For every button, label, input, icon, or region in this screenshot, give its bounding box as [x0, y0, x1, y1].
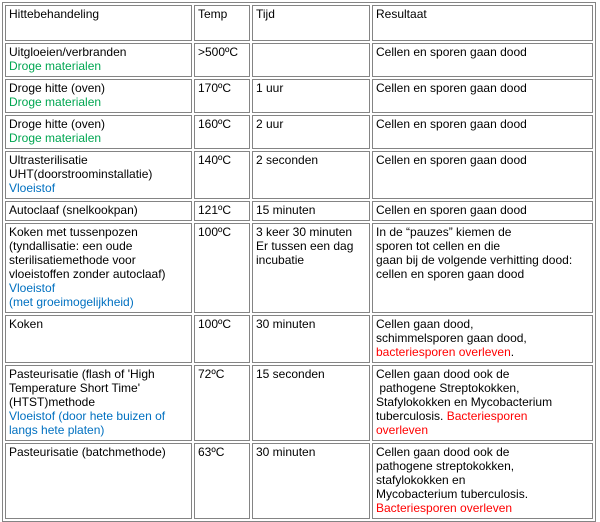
cell-text: 140ºC — [198, 153, 232, 167]
cell-text: Pasteurisatie (batchmethode) — [9, 445, 166, 459]
cell-text: Cellen en sporen gaan dood — [376, 45, 527, 59]
table-cell — [372, 115, 593, 149]
table-cell — [252, 43, 370, 77]
table-cell — [252, 365, 370, 441]
cell-text: Cellen gaan dood ook de — [376, 367, 510, 381]
cell-text: 63ºC — [198, 445, 225, 459]
table-cell — [194, 115, 250, 149]
cell-text: sterilisatiemethode voor — [9, 253, 136, 267]
table-cell — [5, 201, 192, 221]
table-cell — [372, 79, 593, 113]
cell-text: tuberculosis. — [376, 409, 447, 423]
cell-text: 170ºC — [198, 81, 232, 95]
column-header-temp: Temp — [194, 5, 250, 41]
table-cell — [5, 223, 192, 313]
cell-text: Cellen en sporen gaan dood — [376, 117, 527, 131]
cell-text: pathogene streptokokken, — [376, 459, 515, 473]
cell-text: stafylokokken en — [376, 473, 466, 487]
cell-text: Vloeistof — [9, 281, 56, 295]
cell-text: langs hete platen) — [9, 423, 105, 437]
cell-text: Droge materialen — [9, 59, 102, 73]
table-row-uitgloeien-verbranden — [5, 43, 593, 77]
cell-text: (tyndallisatie: een oude — [9, 239, 133, 253]
cell-text: pathogene Streptokokken, — [376, 381, 520, 395]
table-cell — [5, 151, 192, 199]
cell-text: Vloeistof — [9, 181, 56, 195]
cell-text: Bacteriesporen — [446, 409, 528, 423]
cell-text: In de “pauzes” kiemen de — [376, 225, 512, 239]
table-cell — [194, 151, 250, 199]
cell-text: 121ºC — [198, 203, 232, 217]
cell-text: incubatie — [256, 253, 305, 267]
cell-text: 1 uur — [256, 81, 284, 95]
cell-text: 100ºC — [198, 317, 232, 331]
table-row-koken — [5, 315, 593, 363]
cell-text: gaan bij de volgende verhitting dood: — [376, 253, 573, 267]
table-cell — [252, 115, 370, 149]
column-header-hittebehandeling: Hittebehandeling — [5, 5, 192, 41]
cell-text: Vloeistof (door hete buizen of — [9, 409, 166, 423]
table-cell — [5, 315, 192, 363]
cell-text: (HTST)methode — [9, 395, 96, 409]
table-cell — [372, 315, 593, 363]
cell-text: Cellen gaan dood ook de — [376, 445, 510, 459]
table-cell — [372, 151, 593, 199]
cell-text: 72ºC — [198, 367, 225, 381]
cell-text: 15 seconden — [256, 367, 325, 381]
cell-text: overleven — [376, 423, 429, 437]
cell-text: Er tussen een dag — [256, 239, 354, 253]
table-cell — [372, 365, 593, 441]
cell-text: (met groeimogelijkheid) — [9, 295, 134, 309]
table-cell — [194, 79, 250, 113]
cell-text: 2 uur — [256, 117, 284, 131]
cell-text: 30 minuten — [256, 317, 316, 331]
table-cell — [194, 201, 250, 221]
cell-text: . — [510, 345, 515, 359]
table-row-koken-met-tussenpozen — [5, 223, 593, 313]
cell-text: 15 minuten — [256, 203, 316, 217]
cell-text: 160ºC — [198, 117, 232, 131]
cell-text: Droge hitte (oven) — [9, 81, 106, 95]
table-cell — [194, 223, 250, 313]
cell-text: sporen tot cellen en die — [376, 239, 501, 253]
cell-text: 3 keer 30 minuten — [256, 225, 353, 239]
table-cell — [5, 79, 192, 113]
cell-text: Droge materialen — [9, 131, 102, 145]
cell-text: Droge hitte (oven) — [9, 117, 106, 131]
cell-text: Mycobacterium tuberculosis. — [376, 487, 529, 501]
cell-text: Ultrasterilisatie — [9, 153, 88, 167]
table-cell — [5, 43, 192, 77]
cell-text: >500ºC — [198, 45, 239, 59]
cell-text: 2 seconden — [256, 153, 319, 167]
cell-text: Bacteriesporen overleven — [376, 501, 513, 515]
cell-text: UHT(doorstroominstallatie) — [9, 167, 153, 181]
table-row-autoclaaf — [5, 201, 593, 221]
header-row — [5, 5, 593, 41]
heat-treatment-table — [2, 2, 596, 522]
cell-text: 30 minuten — [256, 445, 316, 459]
cell-text: Cellen en sporen gaan dood — [376, 81, 527, 95]
table-cell — [372, 223, 593, 313]
cell-text: Autoclaaf (snelkookpan) — [9, 203, 138, 217]
column-header-tijd: Tijd — [252, 5, 370, 41]
table-row-droge-hitte-oven-160 — [5, 115, 593, 149]
cell-text: Koken met tussenpozen — [9, 225, 138, 239]
cell-text: Cellen en sporen gaan dood — [376, 203, 527, 217]
table-cell — [5, 365, 192, 441]
table-cell — [252, 79, 370, 113]
table-cell — [372, 43, 593, 77]
cell-text: Cellen gaan dood, — [376, 317, 474, 331]
table-cell — [252, 151, 370, 199]
cell-text: Pasteurisatie (flash of 'High — [9, 367, 155, 381]
cell-text: cellen en sporen gaan dood — [376, 267, 525, 281]
table-cell — [252, 315, 370, 363]
table-row-ultrasterilisatie-uht — [5, 151, 593, 199]
cell-text: Cellen en sporen gaan dood — [376, 153, 527, 167]
table-cell — [194, 365, 250, 441]
column-header-resultaat: Resultaat — [372, 5, 593, 41]
table-cell — [5, 115, 192, 149]
cell-text: bacteriesporen overleven — [376, 345, 511, 359]
cell-text: Temperature Short Time' — [9, 381, 141, 395]
table-row-droge-hitte-oven-170 — [5, 79, 593, 113]
cell-text: Stafylokokken en Mycobacterium — [376, 395, 553, 409]
table-cell — [252, 223, 370, 313]
table-cell — [194, 315, 250, 363]
cell-text: vloeistoffen zonder autoclaaf) — [9, 267, 166, 281]
table-row-pasteurisatie-htst — [5, 365, 593, 441]
table-cell — [372, 201, 593, 221]
cell-text: schimmelsporen gaan dood, — [376, 331, 527, 345]
cell-text: 100ºC — [198, 225, 232, 239]
cell-text: Uitgloeien/verbranden — [9, 45, 127, 59]
cell-text: Koken — [9, 317, 44, 331]
table-cell — [194, 43, 250, 77]
table-cell — [252, 201, 370, 221]
cell-text: Droge materialen — [9, 95, 102, 109]
